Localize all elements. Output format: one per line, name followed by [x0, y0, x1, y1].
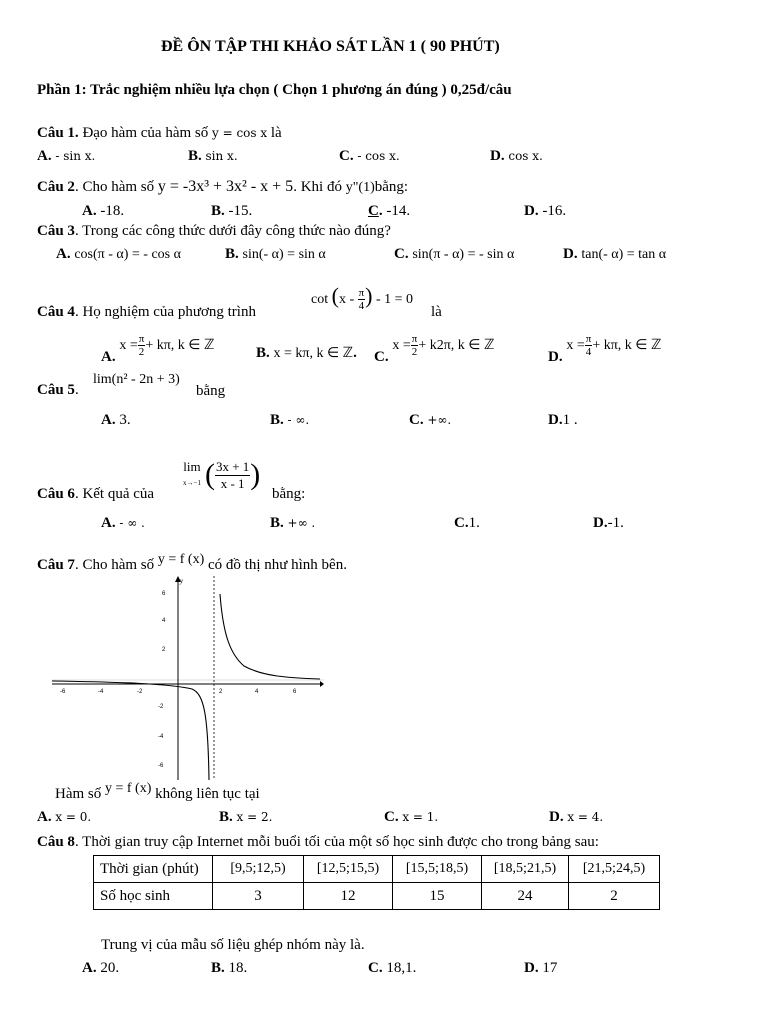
page-title: ĐỀ ÔN TẬP THI KHẢO SÁT LẦN 1 ( 90 PHÚT): [161, 38, 500, 55]
option-value: sin x.: [205, 149, 238, 163]
option-value: 18,1.: [386, 960, 417, 976]
table-cell: [15,5;18,5): [393, 856, 482, 883]
q8-option-a[interactable]: [82, 960, 119, 977]
question-text: . Cho hàm số: [74, 179, 155, 195]
option-value: - cos x.: [357, 149, 400, 163]
option-value: tan(- α) = tan α: [581, 247, 667, 262]
frac-num: π: [358, 287, 365, 300]
frac-den: 4: [358, 300, 365, 313]
question-tail: bằng:: [374, 179, 409, 195]
y-tick-label: -2: [158, 704, 164, 710]
curve-left-branch: [52, 681, 209, 780]
q5-tail: bằng: [196, 383, 226, 399]
question-label: Câu 7: [37, 557, 75, 573]
option-label: D.: [563, 246, 578, 262]
q5-option-c[interactable]: [409, 412, 451, 429]
option-label: A.: [101, 515, 116, 531]
option-value: - ∞ .: [119, 516, 145, 530]
math-x: x -: [338, 292, 355, 307]
q1-option-d[interactable]: [490, 148, 543, 165]
q4-option-b[interactable]: B. x = kπ, k ∈ ℤ.: [256, 345, 357, 361]
option-label: C.: [384, 809, 399, 825]
q7-option-b[interactable]: [219, 809, 272, 826]
option-value: x = 2.: [236, 810, 273, 824]
option-pre: x =: [566, 337, 585, 353]
option-label: D.: [524, 960, 539, 976]
option-value: 20.: [100, 960, 120, 976]
q6-option-b[interactable]: [270, 515, 315, 532]
math-cot: cot: [311, 292, 329, 307]
option-label: D.: [549, 809, 564, 825]
option-value: +∞ .: [287, 516, 316, 530]
function-graph: [52, 574, 324, 780]
option-value: +∞.: [427, 413, 452, 427]
table-row: [94, 856, 660, 883]
question-tail: là: [270, 125, 282, 141]
option-pre: x =: [119, 337, 138, 353]
question-label: Câu 6: [37, 486, 75, 502]
q5-expr: lim(n² - 2n + 3): [93, 372, 180, 387]
q4-option-c[interactable]: [374, 333, 495, 365]
option-label: A.: [101, 348, 116, 365]
frac-num: 3x + 1: [215, 458, 250, 474]
q4-option-a[interactable]: [101, 333, 215, 365]
math-post: - 1 = 0: [376, 292, 414, 307]
q4-equation: cot (x - $\frac{\pi}{4}$ ) - 1 = 0: [311, 283, 414, 313]
option-label: B.: [256, 345, 270, 361]
option-post: + k2π, k ∈ ℤ: [418, 337, 495, 353]
x-tick-label: 2: [219, 689, 223, 695]
question-tail: có đồ thị như hình bên.: [208, 557, 347, 573]
question-5: [37, 382, 79, 399]
question-2: [37, 178, 408, 196]
y-tick-label: -4: [158, 734, 164, 740]
option-label: D.: [548, 348, 563, 365]
frac-den: x - 1: [220, 475, 245, 491]
option-value: -16.: [542, 203, 567, 219]
q4-tail: là: [431, 304, 442, 320]
option-value: 3.: [119, 412, 131, 428]
q5-option-d[interactable]: [548, 412, 578, 429]
option-label: C.: [454, 515, 469, 531]
question-text: . Trong các công thức dưới đây công thức nào đúng?: [74, 223, 391, 239]
option-label: C.: [409, 412, 424, 428]
question-label: Câu 4: [37, 304, 75, 320]
table-cell: 15: [393, 883, 482, 910]
y-tick-label: -6: [158, 763, 164, 769]
math-expr: y = f (x): [157, 552, 205, 567]
option-label: C.: [339, 148, 354, 164]
math-expr-2: y"(1): [345, 180, 375, 195]
option-label: C.: [394, 246, 409, 262]
table-cell: 2: [569, 883, 660, 910]
question-1: [37, 125, 282, 142]
option-label: B.: [225, 246, 239, 262]
option-value: -15.: [228, 203, 253, 219]
option-dot: .: [378, 203, 383, 219]
q5-option-a[interactable]: [101, 412, 131, 429]
q7-option-c[interactable]: [384, 809, 438, 826]
q3-option-b[interactable]: [225, 246, 326, 263]
option-value: - sin x.: [55, 149, 96, 163]
y-tick-label: 4: [162, 618, 166, 624]
question-text: . Họ nghiệm của phương trình: [74, 304, 256, 320]
question-label: Câu 5: [37, 382, 75, 398]
q3-option-d[interactable]: [563, 246, 666, 263]
x-tick-label: -4: [98, 689, 104, 695]
q1-option-b[interactable]: [188, 148, 238, 165]
frac-den: 4: [585, 346, 592, 358]
question-text: Đạo hàm của hàm số: [82, 125, 209, 141]
option-label: A.: [82, 203, 97, 219]
option-label: B.: [270, 412, 284, 428]
question-label: Câu 1.: [37, 125, 79, 141]
frac-den: 2: [138, 346, 145, 358]
table-header-cell: Số học sinh: [94, 883, 213, 910]
option-value: x = kπ, k ∈ ℤ: [273, 346, 354, 361]
question-text: . Thời gian truy cập Internet mỗi buổi tối của một số học sinh được cho trong bảng sau:: [74, 834, 599, 850]
table-cell: 24: [482, 883, 569, 910]
math-expr: y = -3x³ + 3x² - x + 5: [157, 178, 294, 195]
q6-tail: bằng:: [272, 486, 306, 502]
option-label: D.: [548, 412, 563, 428]
math-expr: y = f (x): [105, 781, 152, 796]
option-label: B.: [211, 960, 225, 976]
table-row: [94, 883, 660, 910]
q6-limit: lim x→−1 ( $\frac{3x + 1}{x - 1}$ ): [183, 458, 261, 491]
question-7: [37, 552, 347, 574]
table-cell: [12,5;15,5): [304, 856, 393, 883]
option-value: x = 0.: [55, 810, 92, 824]
frac-num: π: [411, 333, 418, 345]
option-label: A.: [37, 809, 52, 825]
question-label: Câu 2: [37, 179, 75, 195]
q1-option-a[interactable]: [37, 148, 95, 165]
lim-sub: x→−1: [183, 479, 201, 487]
sub-tail: không liên tục tại: [155, 786, 260, 802]
option-value: - ∞.: [287, 413, 310, 427]
table-cell: 12: [304, 883, 393, 910]
frac-den: 2: [411, 346, 418, 358]
math-expr: y = cos x: [211, 126, 268, 140]
option-value: sin(- α) = sin α: [242, 247, 326, 262]
question-mid: . Khi đó: [293, 179, 342, 195]
q8-option-b[interactable]: [211, 960, 247, 977]
q1-option-c[interactable]: [339, 148, 400, 165]
q5-option-b[interactable]: [270, 412, 309, 429]
option-value: 1.: [468, 515, 480, 531]
data-table: [93, 855, 660, 910]
q7-subquestion: [55, 781, 260, 803]
q2-option-d[interactable]: [524, 203, 566, 220]
option-value: sin(π - α) = - sin α: [412, 247, 515, 262]
option-value: cos x.: [508, 149, 543, 163]
x-tick-label: -6: [60, 689, 66, 695]
question-6: [37, 486, 154, 503]
sub-text: Hàm số: [55, 786, 102, 802]
q4-option-d[interactable]: [548, 333, 662, 365]
option-label: A.: [56, 246, 71, 262]
y-tick-label: 6: [162, 591, 166, 597]
frac-num: π: [138, 333, 145, 345]
option-label: A.: [37, 148, 52, 164]
option-value: x = 4.: [567, 810, 604, 824]
option-label: B.: [219, 809, 233, 825]
table-cell: [21,5;24,5): [569, 856, 660, 883]
table-cell: [18,5;21,5): [482, 856, 569, 883]
y-axis-label: y: [180, 577, 184, 585]
option-label: B.: [270, 515, 284, 531]
option-label: A.: [101, 412, 116, 428]
lim-word: lim: [183, 459, 201, 474]
q8-option-d[interactable]: [524, 960, 557, 977]
question-text: . Cho hàm số: [74, 557, 155, 573]
q3-option-a[interactable]: [56, 246, 181, 263]
option-value: x = 1.: [402, 810, 439, 824]
q8-option-c[interactable]: [368, 960, 416, 977]
q6-option-a[interactable]: [101, 515, 145, 532]
x-tick-label: 6: [293, 689, 297, 695]
q6-option-c[interactable]: [454, 515, 480, 532]
q2-option-c[interactable]: [368, 203, 410, 220]
option-label: D.: [524, 203, 539, 219]
frac-num: π: [585, 333, 592, 345]
table-cell: 3: [213, 883, 304, 910]
table-cell: [9,5;12,5): [213, 856, 304, 883]
option-label: B.: [211, 203, 225, 219]
option-label: C: [368, 203, 379, 219]
q3-option-c[interactable]: [394, 246, 514, 263]
question-8: [37, 834, 599, 851]
q2-option-b[interactable]: [211, 203, 252, 220]
option-label: A.: [82, 960, 97, 976]
part1-heading: Phần 1: Trắc nghiệm nhiều lựa chọn ( Chọn 1 phương án đúng ) 0,25đ/câu: [37, 82, 512, 98]
option-pre: x =: [392, 337, 411, 353]
option-value: 18.: [228, 960, 248, 976]
x-tick-label: -2: [137, 689, 143, 695]
option-value: cos(π - α) = - cos α: [74, 247, 181, 262]
option-label: D.: [593, 515, 608, 531]
q6-option-d[interactable]: [593, 515, 624, 532]
option-value: -14.: [386, 203, 411, 219]
question-text: . Kết quả của: [74, 486, 155, 502]
q7-option-a[interactable]: [37, 809, 91, 826]
option-value: -18.: [100, 203, 125, 219]
option-label: D.: [490, 148, 505, 164]
x-tick-label: 4: [255, 689, 259, 695]
option-value: 17: [542, 960, 558, 976]
option-post: + kπ, k ∈ ℤ: [592, 337, 662, 353]
curve-right-branch: [220, 594, 320, 679]
question-dot: .: [74, 382, 79, 398]
question-4: [37, 304, 256, 321]
question-label: Câu 8: [37, 834, 75, 850]
option-value: -1.: [607, 515, 624, 531]
option-label: B.: [188, 148, 202, 164]
y-tick-label: 2: [162, 647, 166, 653]
table-header-cell: Thời gian (phút): [94, 856, 213, 883]
option-label: C.: [374, 348, 389, 365]
q2-option-a[interactable]: [82, 203, 124, 220]
option-post: + kπ, k ∈ ℤ: [145, 337, 215, 353]
q7-option-d[interactable]: [549, 809, 603, 826]
question-label: Câu 3: [37, 223, 75, 239]
question-3: [37, 223, 391, 240]
option-value: 1 .: [562, 412, 578, 428]
option-label: C.: [368, 960, 383, 976]
q8-after: Trung vị của mẫu số liệu ghép nhóm này là.: [101, 937, 365, 953]
